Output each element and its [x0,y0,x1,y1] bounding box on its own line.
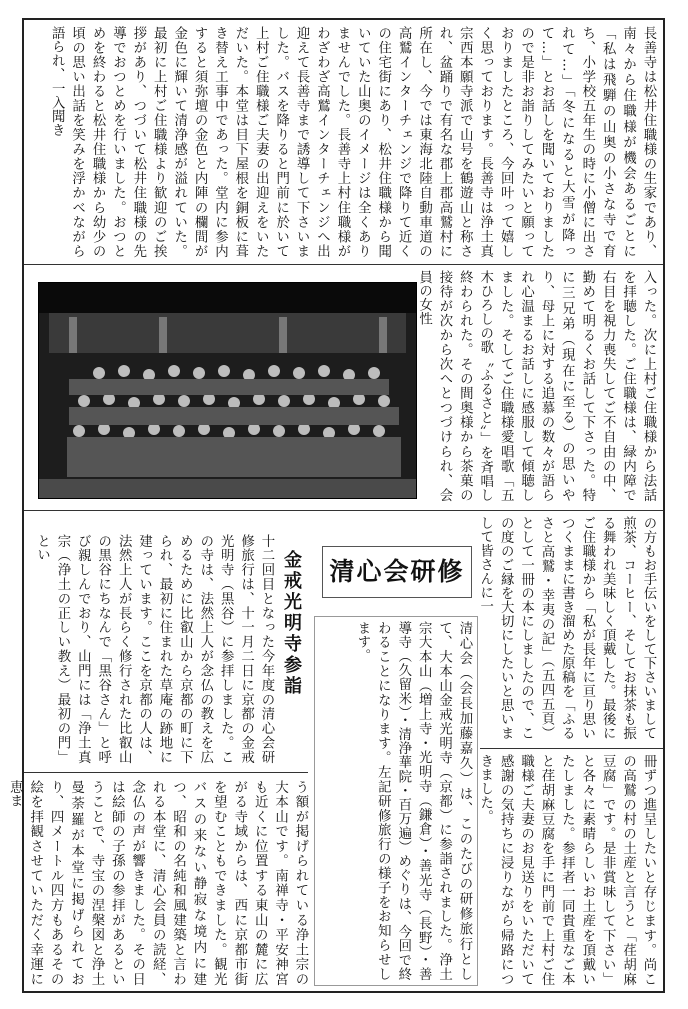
divider-right-low [480,748,663,749]
temple-crowd-photo [39,283,416,498]
newsletter-page [7,18,665,993]
article-right-mid-text: 入った。次に上村ご住職様から法話を拝聴した。ご住職様は、緑内障で右目を視力喪失してご不自由の中、勤めて明るくお話して下さった。特に三兄弟（現在に至る）の思いやり、母上に対する追慕の数々が語られ心温まるお話しに感服して傾聴しました。そしてご住職様愛唱歌「五木ひろしの歌〝ふるさと〟」を斉唱し終わられた。その間奥様から茶菓の接待が次から次へとつづけられ、会員の女性 [416,270,656,502]
title-box [322,546,472,598]
article-right-bottom-text: 冊ずつ進呈したいと存じます。尚この高鷲の村の土産と言うと「荏胡麻豆腐」です。是非賞味して下さい」と各々に素晴らしいお土産を頂戴いたしました。参拝者一同貴重なご本と荏胡麻豆腐を手に門前で上村ご住職様ご夫妻のお見送りをいただいて感謝の気持ちに浸りながら帰路につきました。 [477,754,656,986]
group-photo [38,282,417,499]
page-title: 清心会研修 [329,557,465,586]
divider-mid [24,510,663,511]
article-top-text: 長善寺は松井住職様の生家であり、南々から住職様が機会あるごとに「私は飛騨の山奥の小さな寺で育ち、小学校五年生の時に小僧に出されて…」「冬になると大雪が降って…」とお話しを聞いておりましたので是非お詣りしてみたいと願っておりましたところ、今回叶って嬉しく思っております。長善寺は浄土真宗西本願寺派で山号を鶴遊山と称され、盆踊りで有名な郡上郡高鷲村に所在し、今では東海北陸自動車道の高鷲インターチェンジで降りて近くの住宅街にあり、松井住職様から聞いていた山奥のイメージは全くありませんでした。長善寺上村住職様がわざわざ高鷲インターチェンジへ出迎えて長善寺まで誘導して下さいました。バスを降りると門前に於いて上村ご住職様ご夫妻の出迎えをいただいた。本堂は目下屋根を銅板に葺き替え工事中であった。堂内に参内すると須弥壇の金色と内陣の欄間が金色に輝いて清浄感が溢れていた。最初に上村ご住職様より歓迎のご挨拶があり、つづいて松井住職様の先導でおつとめを行いました。おつとめを終わると松井住職様から幼少の頃の思い出話を笑みを浮かべながら語られ、一入聞き [49,26,656,258]
divider-top [24,264,663,265]
article-right-low-text: の方もお手伝いをして下さいまして煎茶、コーヒー、そしてお抹茶も振る舞われ美味しく頂戴した。最後にご住職様から「私が長年に亘り思いつくままに書き溜めた原稿を「ふるさと高鷲・幸夷の記」（五四五頁）として一冊の本にしましたので、この度のご縁を大切にしたいと思いまして皆さんに一 [477,516,656,740]
section-two-text: 十二回目となった今年度の清心会研修旅行は、十一月二日に京都の金戒光明寺（黒谷）に参拝しました。この寺は、法然上人が念仏の教えを広めるために比叡山から京都の町に下られ、最初に住まれた草庵の跡地に建っています。ここを京都の人は、法然上人が長らく修行された比叡山の黒谷にちなんで「黒谷さん」と呼び親しんでおり、山門には「浄土真宗（浄土の正しい教え）最初の門」とい [34,534,274,764]
section-two-cont-text: う額が掲げられている浄土宗の大本山です。南禅寺・平安神宮も近くに位置する東山の麓に広がる寺域からは、西に京都市街を望むこともできました。観光バスの来ない静寂な境内に建つ、昭和の名純和風建築と言われる本堂に、清心会員の読経、念仏の声が響きました。その日は絵師の子孫の参拝があるということで、寺宝の涅槃図と浄土曼荼羅が本堂に掲げられており、四メートル四方もあるその絵を拝観させていただく幸運に恵ま [7,780,308,986]
section-two-heading: 金戒光明寺参詣 [281,550,302,697]
divider-low [24,772,308,773]
intro-text: 清心会（会長加藤嘉久）は、このたびの研修旅行として、大本山金戒光明寺（京都）に参詣されました。浄土宗大本山（増上寺・光明寺（鎌倉）・善光寺（長野）・善導寺（久留米）・清浄華院・百万遍）めぐりは、今回で終わることになります。左記研修旅行の様子をお知らせします。 [314,616,478,986]
